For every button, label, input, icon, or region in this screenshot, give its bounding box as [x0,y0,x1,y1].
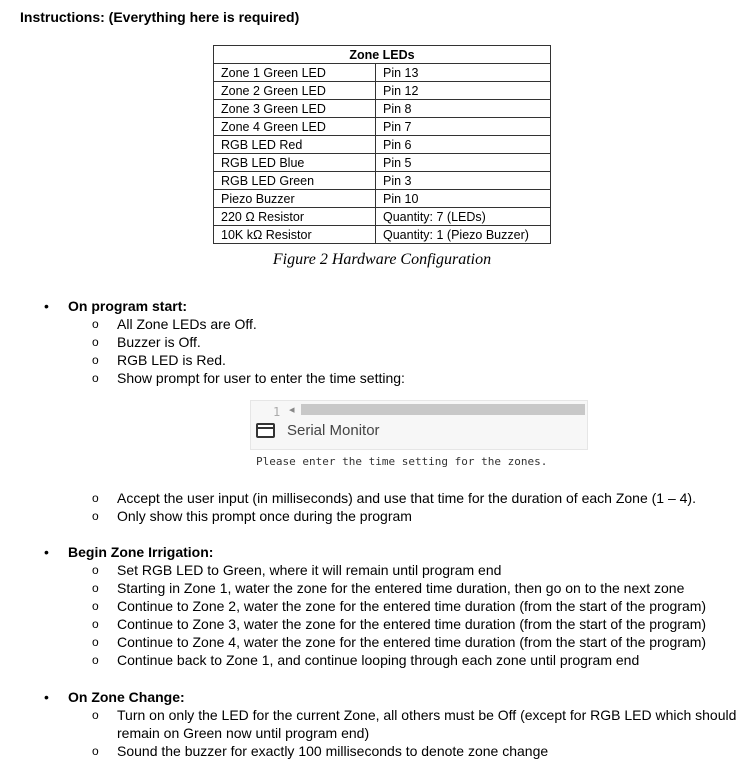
line-number: 1 [273,405,281,419]
table-row [214,64,551,82]
section-title-start: On program start: [68,298,188,314]
table-cell: Pin 3 [376,172,551,190]
sub-bullet-icon: o [92,599,99,613]
serial-monitor-icon [256,423,275,438]
scrollbar[interactable] [301,404,585,415]
table-row [214,208,551,226]
bullet-icon: • [44,544,49,560]
sub-bullet-icon: o [92,509,99,523]
table-cell: Piezo Buzzer [214,190,376,208]
table-row [214,100,551,118]
table-row [214,172,551,190]
table-cell: Quantity: 1 (Piezo Buzzer) [376,226,551,244]
list-item: Accept the user input (in milliseconds) and use that time for the duration of each Zone (1 – 4). [117,490,696,506]
list-item: Show prompt for user to enter the time setting: [117,370,405,386]
table-row [214,226,551,244]
table-cell: Zone 3 Green LED [214,100,376,118]
sub-bullet-icon: o [92,653,99,667]
table-cell: Pin 6 [376,136,551,154]
hardware-table [213,45,551,244]
sub-bullet-icon: o [92,491,99,505]
table-cell: Pin 10 [376,190,551,208]
table-cell: Pin 7 [376,118,551,136]
list-item: All Zone LEDs are Off. [117,316,257,332]
table-cell: Zone 4 Green LED [214,118,376,136]
figure-caption: Figure 2 Hardware Configuration [272,251,492,268]
list-item: Buzzer is Off. [117,334,201,350]
list-item: Continue to Zone 3, water the zone for the entered time duration (from the start of the program) [117,616,707,632]
table-cell: Pin 12 [376,82,551,100]
table-cell: Pin 13 [376,64,551,82]
page-heading: Instructions: (Everything here is required) [20,9,300,25]
table-cell: 10K kΩ Resistor [214,226,376,244]
table-cell: 220 Ω Resistor [214,208,376,226]
table-cell: RGB LED Blue [214,154,376,172]
table-cell: Pin 5 [376,154,551,172]
section-title-irrigation: Begin Zone Irrigation: [68,544,214,560]
list-item: Only show this prompt once during the program [117,508,412,524]
bullet-icon: • [44,689,49,705]
bullet-icon: • [44,298,49,314]
sub-bullet-icon: o [92,317,99,331]
sub-bullet-icon: o [92,353,99,367]
sub-bullet-icon: o [92,708,99,722]
serial-prompt-text: Please enter the time setting for the zones. [256,455,548,468]
sub-bullet-icon: o [92,617,99,631]
table-header: Zone LEDs [214,46,551,64]
table-row [214,154,551,172]
list-item: Starting in Zone 1, water the zone for the entered time duration, then go on to the next zone [117,580,685,596]
sub-bullet-icon: o [92,335,99,349]
serial-monitor-panel [250,400,588,450]
list-item: Continue to Zone 2, water the zone for the entered time duration (from the start of the program) [117,598,707,614]
table-cell: RGB LED Red [214,136,376,154]
sub-bullet-icon: o [92,635,99,649]
list-item-continued: remain on Green now until program end) [117,725,370,741]
sub-bullet-icon: o [92,563,99,577]
list-item: Continue back to Zone 1, and continue looping through each zone until program end [117,652,640,668]
table-row [214,190,551,208]
table-cell: Zone 1 Green LED [214,64,376,82]
table-cell: Zone 2 Green LED [214,82,376,100]
chevron-left-icon: ◂ [289,404,295,416]
list-item: Turn on only the LED for the current Zone, all others must be Off (except for RGB LED which should [117,707,737,723]
list-item: Continue to Zone 4, water the zone for the entered time duration (from the start of the program) [117,634,707,650]
list-item: Sound the buzzer for exactly 100 milliseconds to denote zone change [117,743,549,759]
section-title-change: On Zone Change: [68,689,185,705]
list-item: Set RGB LED to Green, where it will remain until program end [117,562,502,578]
sub-bullet-icon: o [92,581,99,595]
table-cell: RGB LED Green [214,172,376,190]
table-cell: Pin 8 [376,100,551,118]
table-row [214,82,551,100]
sub-bullet-icon: o [92,371,99,385]
list-item: RGB LED is Red. [117,352,226,368]
table-row [214,118,551,136]
table-row [214,136,551,154]
serial-monitor-title: Serial Monitor [287,422,380,439]
sub-bullet-icon: o [92,744,99,758]
table-cell: Quantity: 7 (LEDs) [376,208,551,226]
